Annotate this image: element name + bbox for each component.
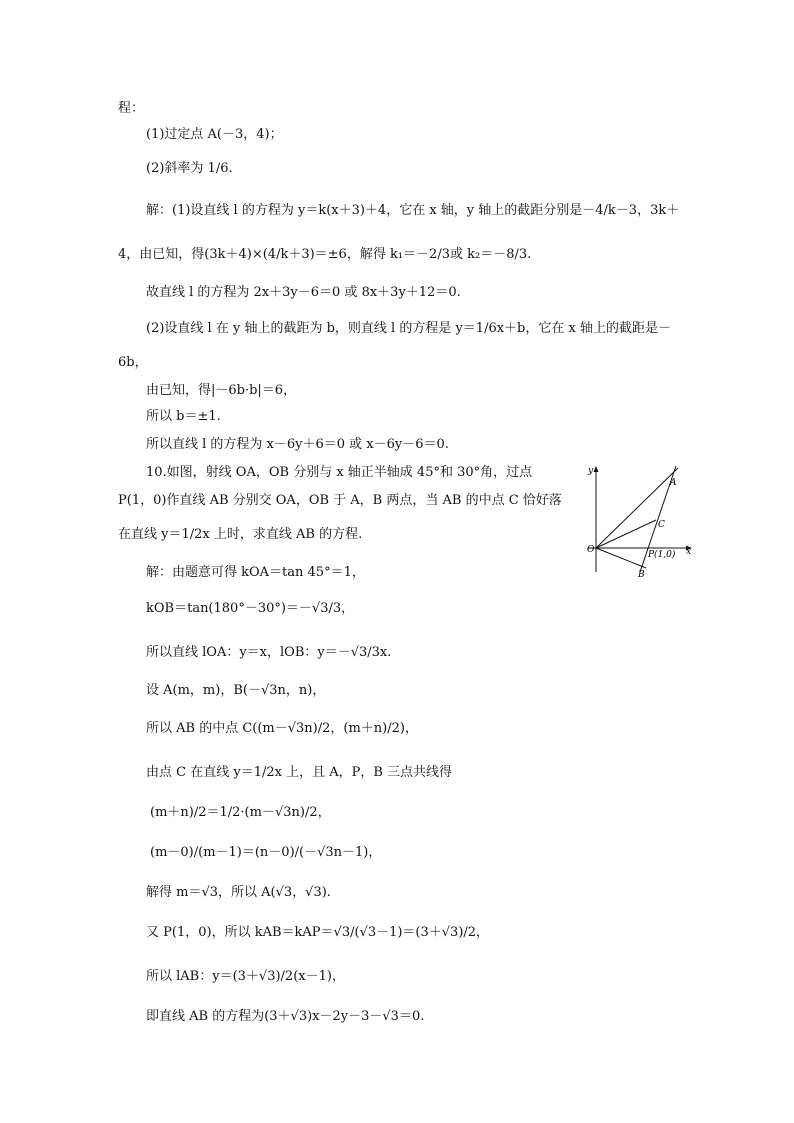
text-line: P(1，0)作直线 AB 分别交 OA，OB 于 A，B 两点，当 AB 的中点 C 恰好落 [118, 493, 562, 508]
label-x: x [686, 547, 692, 557]
text-line: 由点 C 在直线 y＝1/2x 上，且 A，P，B 三点共线得 [146, 765, 453, 780]
geometry-figure [584, 460, 696, 580]
ray-ob [596, 548, 646, 568]
text-line: 故直线 l 的方程为 2x＋3y－6＝0 或 8x＋3y＋12＝0. [146, 285, 461, 300]
text-line: (m－0)/(m－1)＝(n－0)/(－√3n－1)， [150, 845, 382, 860]
text-line: 所以 b＝±1. [146, 409, 221, 424]
label-o: O [587, 545, 595, 555]
text-line: (1)过定点 A(－3，4)； [146, 127, 283, 142]
text-line: (m＋n)/2＝1/2·(m－√3n)/2， [150, 805, 331, 820]
label-p: P(1,0) [648, 550, 676, 560]
text-line: 所以直线 l 的方程为 x－6y＋6＝0 或 x－6y－6＝0. [146, 437, 449, 452]
text-line: 所以 lAB：y＝(3＋√3)/2(x－1)， [146, 969, 345, 984]
text-line: 6b， [118, 355, 148, 370]
text-line: 解：(1)设直线 l 的方程为 y＝k(x＋3)＋4，它在 x 轴，y 轴上的截距分别是－4/k－3，3k＋ [146, 203, 680, 218]
text-line: 4，由已知，得(3k＋4)×(4/k＋3)＝±6，解得 k₁＝－2/3或 k₂＝－8/3. [118, 247, 532, 262]
text-line: 解得 m＝√3，所以 A(√3，√3). [146, 885, 331, 900]
text-line: 所以直线 lOA：y＝x，lOB：y＝－√3/3x. [146, 645, 392, 660]
text-line: (2)斜率为 1/6. [146, 161, 233, 176]
label-y: y [588, 466, 594, 476]
text-line: 即直线 AB 的方程为(3＋√3)x－2y－3－√3＝0. [146, 1009, 425, 1024]
text-line: 10.如图，射线 OA，OB 分别与 x 轴正半轴成 45°和 30°角，过点 [146, 465, 533, 480]
text-line: kOB＝tan(180°－30°)＝－√3/3， [146, 601, 355, 616]
label-a: A [670, 478, 677, 488]
text-line: 解：由题意可得 kOA＝tan 45°＝1， [146, 565, 365, 580]
label-c: C [658, 520, 665, 530]
text-line: (2)设直线 l 在 y 轴上的截距为 b，则直线 l 的方程是 y＝1/6x＋b，它在 x 轴上的截距是－ [146, 321, 671, 336]
ray-oa [596, 468, 678, 548]
label-b: B [638, 570, 645, 580]
text-line: 所以 AB 的中点 C((m－√3n)/2，(m＋n)/2)， [146, 721, 418, 736]
line-oc [596, 520, 656, 548]
text-line: 设 A(m，m)，B(－√3n，n)， [146, 683, 326, 698]
y-axis-arrow [594, 466, 599, 472]
text-line: 程： [118, 101, 145, 116]
text-line: 由已知，得|－6b·b|＝6， [146, 383, 297, 398]
text-line: 在直线 y＝1/2x 上时，求直线 AB 的方程. [118, 527, 363, 542]
text-line: 又 P(1，0)，所以 kAB＝kAP＝√3/(√3－1)＝(3＋√3)/2， [146, 925, 490, 940]
